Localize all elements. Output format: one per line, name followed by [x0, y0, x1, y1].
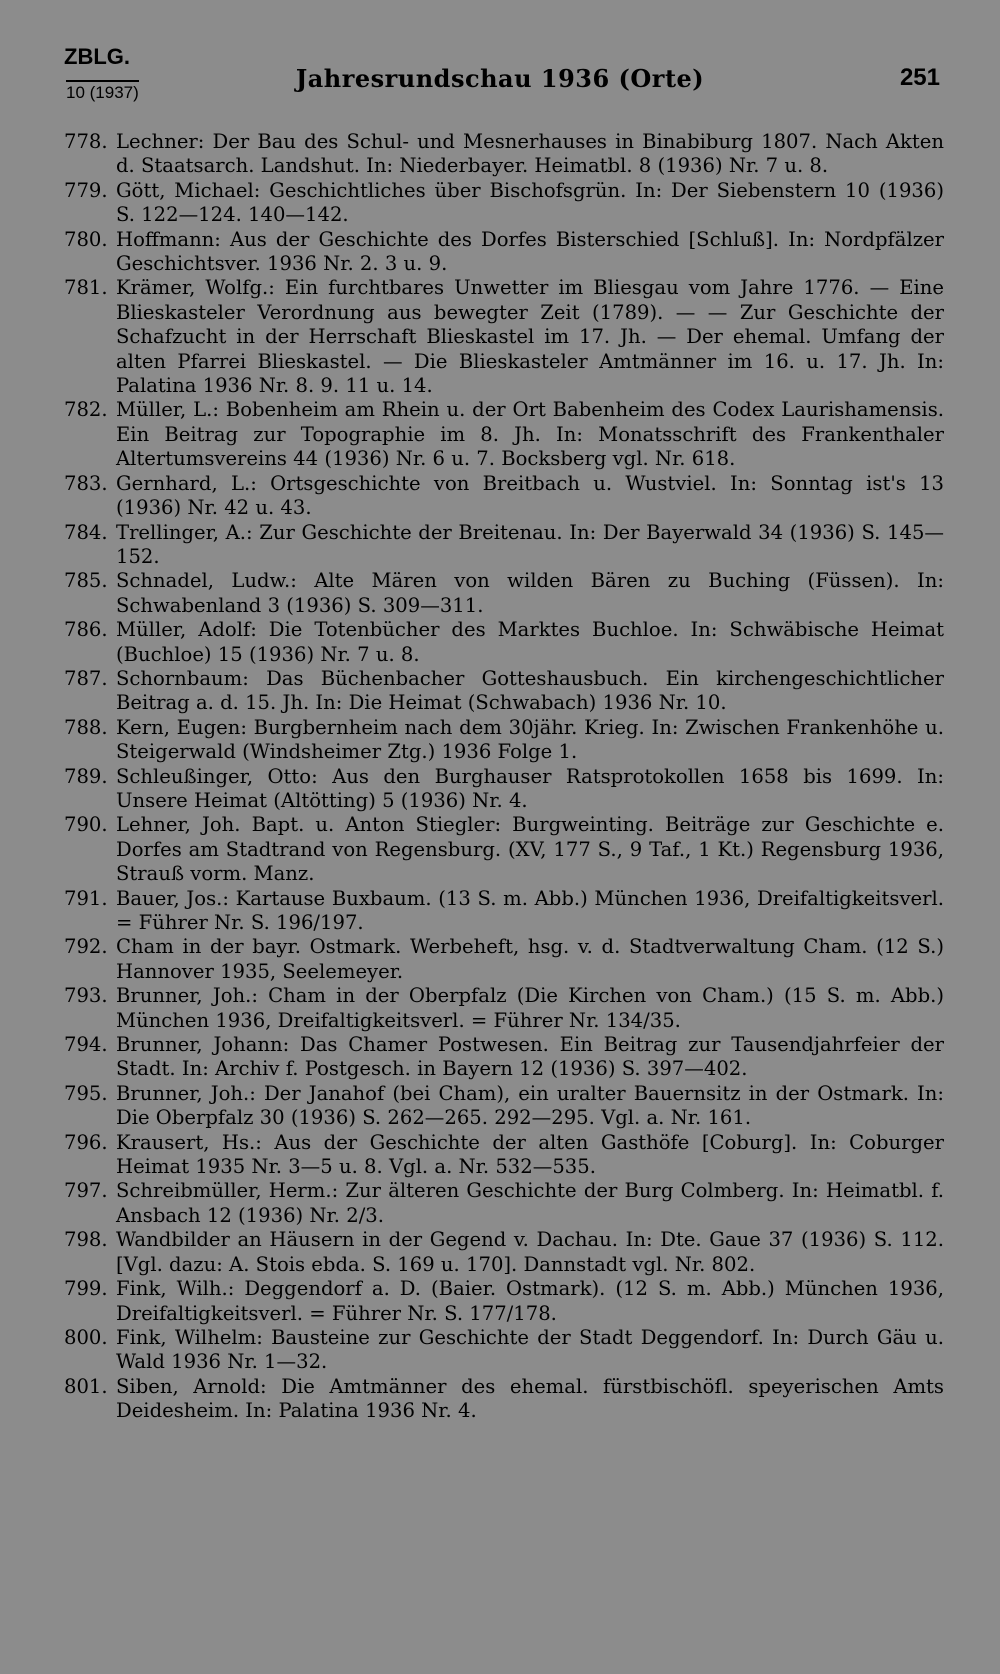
- entry-number: 779.: [64, 178, 108, 202]
- entry-text: Brunner, Johann: Das Chamer Postwesen. Ein Beitrag zur Tausendjahrfeier der Stadt. In: Archiv f. Postgesch. in Bayern 12 (1936) S. 397—402.: [116, 1033, 944, 1081]
- entry-text: Gött, Michael: Geschichtliches über Bischofsgrün. In: Der Siebenstern 10 (1936) S. 122—124. 140—142.: [116, 178, 944, 227]
- bibliography-entry: [64, 228, 944, 277]
- journal-issue: 10 (1937): [66, 80, 139, 103]
- entry-number: 799.: [64, 1277, 108, 1301]
- entry-text: Schnadel, Ludw.: Alte Mären von wilden Bären zu Buching (Füssen). In: Schwabenland 3 (1936) S. 309—311.: [116, 569, 944, 617]
- bibliography-entry: [64, 1033, 944, 1082]
- entry-number: 781.: [64, 276, 108, 300]
- entry-number: 790.: [64, 813, 108, 837]
- entry-text: Bauer, Jos.: Kartause Buxbaum. (13 S. m. Abb.) München 1936, Dreifaltigkeitsverl. = Führer Nr. S. 196/197.: [116, 886, 944, 934]
- bibliography-entry: [64, 716, 944, 765]
- entry-text: Schornbaum: Das Büchenbacher Gotteshausbuch. Ein kirchengeschichtlicher Beitrag a. d. 15. Jh. In: Die Heimat (Schwabach) 1936 Nr. 10.: [116, 666, 944, 715]
- entry-number: 797.: [64, 1179, 108, 1203]
- entry-number: 787.: [64, 666, 108, 690]
- entry-number: 798.: [64, 1228, 108, 1252]
- entry-text: Lechner: Der Bau des Schul- und Mesnerhauses in Binabiburg 1807. Nach Akten d. Staatsarch. Landshut. In: Niederbayer. Heimatbl. 8 (1936) Nr. 7 u. 8.: [116, 130, 944, 178]
- entry-number: 784.: [64, 520, 108, 544]
- bibliography-entry: [64, 765, 944, 814]
- entry-text: Fink, Wilhelm: Bausteine zur Geschichte der Stadt Deggendorf. In: Durch Gäu u. Wald 1936 Nr. 1—32.: [116, 1325, 944, 1374]
- entry-number: 789.: [64, 764, 108, 788]
- entry-number: 801.: [64, 1374, 108, 1398]
- bibliography-entry: [64, 667, 944, 716]
- entry-text: Schleußinger, Otto: Aus den Burghauser Ratsprotokollen 1658 bis 1699. In: Unsere Heimat (Altötting) 5 (1936) Nr. 4.: [116, 764, 944, 812]
- bibliography-entry: [64, 1179, 944, 1228]
- entry-text: Lehner, Joh. Bapt. u. Anton Stiegler: Burgweinting. Beiträge zur Geschichte e. Dorfes am Stadtrand von Regensburg. (XV, 177 S., 9 Taf., 1 Kt.) Regensburg 1936, Strauß vorm. Manz.: [116, 813, 944, 886]
- bibliography-entry: [64, 1326, 944, 1375]
- entry-number: 785.: [64, 569, 108, 593]
- entry-text: Cham in der bayr. Ostmark. Werbeheft, hsg. v. d. Stadtverwaltung Cham. (12 S.) Hannover 1935, Seelemeyer.: [116, 935, 944, 983]
- entry-text: Brunner, Joh.: Der Janahof (bei Cham), ein uralter Bauernsitz in der Ostmark. In: Die Oberpfalz 30 (1936) S. 262—265. 292—295. Vgl. a. Nr. 161.: [116, 1081, 944, 1130]
- entry-text: Hoffmann: Aus der Geschichte des Dorfes Bisterschied [Schluß]. In: Nordpfälzer Geschichtsver. 1936 Nr. 2. 3 u. 9.: [116, 227, 944, 276]
- entry-text: Kern, Eugen: Burgbernheim nach dem 30jähr. Krieg. In: Zwischen Frankenhöhe u. Steigerwald (Windsheimer Ztg.) 1936 Folge 1.: [116, 715, 944, 764]
- running-title: Jahresrundschau 1936 (Orte): [295, 64, 705, 93]
- entry-number: 791.: [64, 886, 108, 910]
- page-header: [0, 0, 1000, 110]
- entry-number: 783.: [64, 471, 108, 495]
- entry-number: 794.: [64, 1033, 108, 1057]
- entry-text: Gernhard, L.: Ortsgeschichte von Breitbach u. Wustviel. In: Sonntag ist's 13 (1936) Nr. 42 u. 43.: [116, 471, 944, 520]
- entry-text: Trellinger, A.: Zur Geschichte der Breitenau. In: Der Bayerwald 34 (1936) S. 145—152.: [116, 520, 944, 568]
- bibliography-entry: [64, 276, 944, 398]
- bibliography-entry: [64, 1228, 944, 1277]
- bibliography-entry: [64, 618, 944, 667]
- bibliography-entry: [64, 935, 944, 984]
- bibliography-entry: [64, 887, 944, 936]
- bibliography-entry: [64, 1131, 944, 1180]
- entry-number: 788.: [64, 715, 108, 739]
- entry-text: Müller, L.: Bobenheim am Rhein u. der Ort Babenheim des Codex Laurishamensis. Ein Beitrag zur Topographie im 8. Jh. In: Monatsschrift des Frankenthaler Altertumsvereins 44 (1936) Nr. 6 u. 7. Bocksberg vgl. Nr. 618.: [116, 398, 944, 471]
- entry-number: 793.: [64, 984, 108, 1008]
- bibliography-entry: [64, 1082, 944, 1131]
- entry-number: 782.: [64, 398, 108, 422]
- entry-text: Fink, Wilh.: Deggendorf a. D. (Baier. Ostmark). (12 S. m. Abb.) München 1936, Dreifaltigkeitsverl. = Führer Nr. S. 177/178.: [116, 1277, 944, 1325]
- entry-text: Brunner, Joh.: Cham in der Oberpfalz (Die Kirchen von Cham.) (15 S. m. Abb.) München 1936, Dreifaltigkeitsverl. = Führer Nr. 134/35.: [116, 984, 944, 1032]
- entry-text: Krämer, Wolfg.: Ein furchtbares Unwetter im Bliesgau vom Jahre 1776. — Eine Blieskasteler Verordnung aus bewegter Zeit (1789). — — Zur Geschichte der Schafzucht in der Herrschaft Blieskastel im 17. Jh. — Der ehemal. Umfang der alten Pfarrei Blieskastel. — Die Blieskasteler Amtmänner im 16. u. 17. Jh. In: Palatina 1936 Nr. 8. 9. 11 u. 14.: [116, 276, 944, 398]
- bibliography-entry: [64, 569, 944, 618]
- bibliography-entry: [64, 472, 944, 521]
- entry-number: 795.: [64, 1081, 108, 1105]
- entry-text: Krausert, Hs.: Aus der Geschichte der alten Gasthöfe [Coburg]. In: Coburger Heimat 1935 Nr. 3—5 u. 8. Vgl. a. Nr. 532—535.: [116, 1130, 944, 1179]
- entry-text: Müller, Adolf: Die Totenbücher des Marktes Buchloe. In: Schwäbische Heimat (Buchloe) 15 (1936) Nr. 7 u. 8.: [116, 618, 944, 666]
- entry-number: 778.: [64, 130, 108, 153]
- bibliography-entry: [64, 1277, 944, 1326]
- bibliography-entry: [64, 521, 944, 570]
- bibliography-entry: [64, 179, 944, 228]
- bibliography-entry: [64, 398, 944, 471]
- entry-number: 780.: [64, 227, 108, 251]
- bibliography-entry: [64, 130, 944, 179]
- bibliography-list: [64, 130, 944, 1424]
- entry-number: 796.: [64, 1130, 108, 1154]
- journal-code: ZBLG.: [64, 44, 130, 69]
- entry-text: Wandbilder an Häusern in der Gegend v. Dachau. In: Dte. Gaue 37 (1936) S. 112. [Vgl. dazu: A. Stois ebda. S. 169 u. 170]. Dannstadt vgl. Nr. 802.: [116, 1228, 944, 1276]
- page-number: 251: [899, 64, 940, 91]
- entry-text: Siben, Arnold: Die Amtmänner des ehemal. fürstbischöfl. speyerischen Amts Deidesheim. In: Palatina 1936 Nr. 4.: [116, 1374, 944, 1423]
- entry-number: 800.: [64, 1325, 108, 1349]
- bibliography-entry: [64, 1375, 944, 1424]
- bibliography-entry: [64, 984, 944, 1033]
- bibliography-entry: [64, 813, 944, 886]
- entry-number: 792.: [64, 935, 108, 959]
- entry-text: Schreibmüller, Herm.: Zur älteren Geschichte der Burg Colmberg. In: Heimatbl. f. Ansbach 12 (1936) Nr. 2/3.: [116, 1179, 944, 1227]
- entry-number: 786.: [64, 618, 108, 642]
